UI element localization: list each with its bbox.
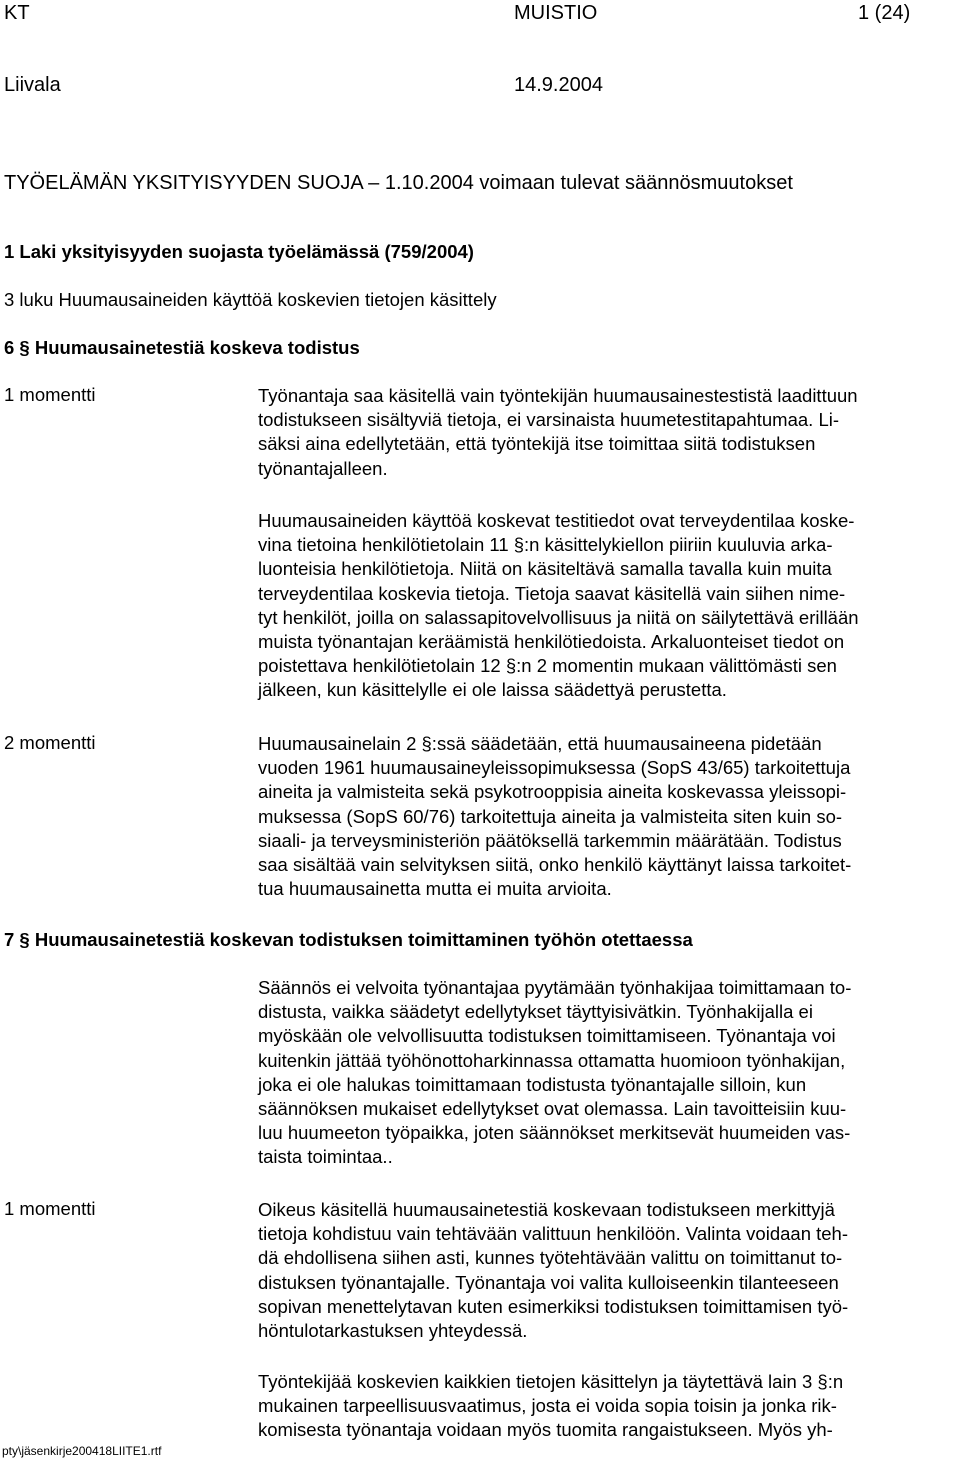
text-line: siaali- ja terveysministeriön päätöksellä tarkemmin määrätään. Todistus bbox=[258, 829, 842, 851]
text-line: Työntekijää koskevien kaikkien tietojen käsittelyn ja täytettävä lain 3 §:n bbox=[258, 1371, 844, 1392]
text-line: sopivan menettelytavan kuten esimerkiksi todistuksen toimittamisen työ- bbox=[258, 1295, 849, 1317]
section-6-heading: 6 § Huumausainetestiä koskeva todistus bbox=[4, 337, 360, 358]
footer-file-path: pty\jäsenkirje200418LIITE1.rtf bbox=[2, 1444, 162, 1458]
chapter-heading: 3 luku Huumausaineiden käyttöä koskevien tietojen käsittely bbox=[4, 289, 497, 310]
text-line: luonteisia henkilötietoja. Niitä on käsiteltävä samalla tavalla kuin muita bbox=[258, 558, 832, 580]
text-line: distusta, vaikka säädetyt edellytykset täyttyisivätkin. Työnhakijalla ei bbox=[258, 1001, 813, 1023]
text-line: mukainen tarpeellisuusvaatimus, josta ei voida sopia toisin ja jonka rik- bbox=[258, 1395, 837, 1417]
text-line: säksi aina edellytetään, että työntekijä itse toimittaa siitä todistuksen bbox=[258, 433, 816, 455]
section-6-moment-1-label: 1 momentti bbox=[4, 384, 96, 405]
text-line: tietoja kohdistuu vain tehtävään valittuun henkilöön. Valinta voidaan teh- bbox=[258, 1223, 849, 1245]
section-7-intro bbox=[258, 976, 960, 1170]
section-7-moment-1-text bbox=[258, 1198, 960, 1343]
law-heading: 1 Laki yksityisyyden suojasta työelämässä (759/2004) bbox=[4, 241, 474, 262]
text-line: muista työnantajan keräämistä henkilötiedoista. Arkaluonteiset tiedot on bbox=[258, 631, 845, 653]
section-6-moment-2-text bbox=[258, 732, 960, 901]
section-7-heading: 7 § Huumausainetestiä koskevan todistuksen toimittaminen työhön otettaessa bbox=[4, 929, 693, 950]
text-line: Huumausainelain 2 §:ssä säädetään, että huumausaineena pidetään bbox=[258, 733, 822, 754]
author-name: Liivala bbox=[4, 74, 61, 96]
text-line: tyt henkilöt, joilla on salassapitovelvollisuus ja niitä on säilytettävä erillään bbox=[258, 606, 859, 628]
text-line: dä ehdollisena siihen asti, kunnes työtehtävään valittu on toimittanut to- bbox=[258, 1247, 843, 1269]
section-6-moment-1-text bbox=[258, 384, 960, 481]
text-line: jälkeen, kun käsittelylle ei ole laissa säädettyä perustetta. bbox=[258, 679, 727, 701]
text-line: myöskään ole velvollisuutta todistuksen toimittamiseen. Työnantaja voi bbox=[258, 1025, 836, 1047]
page-number: 1 (24) bbox=[858, 2, 911, 24]
section-7-moment-1-label: 1 momentti bbox=[4, 1198, 96, 1219]
text-line: Huumausaineiden käyttöä koskevat testitiedot ovat terveydentilaa koske- bbox=[258, 510, 855, 531]
text-line: terveydentilaa koskevia tietoja. Tietoja saavat käsitellä vain siihen nime- bbox=[258, 582, 846, 604]
text-line: vina tietoina henkilötietolain 11 §:n käsittelykiellon piiriin kuuluvia arka- bbox=[258, 534, 833, 556]
section-7-moment-1-commentary bbox=[258, 1370, 960, 1443]
section-6-moment-2-label: 2 momentti bbox=[4, 732, 96, 753]
text-line: vuoden 1961 huumausaineyleissopimuksessa (SopS 43/65) tarkoitettuja bbox=[258, 757, 851, 779]
text-line: joka ei ole halukas toimittamaan todistusta työnantajalle silloin, kun bbox=[258, 1073, 807, 1095]
text-line: aineita ja valmisteita sekä psykotrooppisia aineita koskevassa yleissopi- bbox=[258, 781, 847, 803]
section-6-moment-1-commentary bbox=[258, 509, 960, 703]
text-line: muksessa (SopS 60/76) tarkoitettuja aineita ja valmisteita siten kuin so- bbox=[258, 805, 843, 827]
text-line: distuksen työnantajalle. Työnantaja voi valita kulloiseenkin tilanteeseen bbox=[258, 1271, 839, 1293]
document-date: 14.9.2004 bbox=[514, 74, 603, 96]
text-line: höntulotarkastuksen yhteydessä. bbox=[258, 1320, 528, 1342]
text-line: Oikeus käsitellä huumausainetestiä koskevaan todistukseen merkittyjä bbox=[258, 1199, 835, 1220]
text-line: saa sisältää vain selvityksen siitä, onko henkilö käyttänyt laissa tarkoitet- bbox=[258, 854, 852, 876]
document-title: TYÖELÄMÄN YKSITYISYYDEN SUOJA – 1.10.2004 voimaan tulevat säännösmuutokset bbox=[4, 172, 793, 194]
document-type: MUISTIO bbox=[514, 2, 598, 24]
text-line: todistukseen sisältyviä tietoja, ei varsinaista huumetestitapahtumaa. Li- bbox=[258, 409, 839, 431]
text-line: Työnantaja saa käsitellä vain työntekijän huumausainestestistä laadittuun bbox=[258, 385, 858, 406]
text-line: poistettava henkilötietolain 12 §:n 2 momentin mukaan välittömästi sen bbox=[258, 655, 837, 677]
text-line: säännöksen mukaiset edellytykset ovat olemassa. Lain tavoitteisiin kuu- bbox=[258, 1098, 847, 1120]
org-abbreviation: KT bbox=[4, 2, 30, 24]
text-line: tua huumausainetta mutta ei muita arvioita. bbox=[258, 878, 612, 900]
text-line: taista toimintaa.. bbox=[258, 1146, 393, 1168]
text-line: Säännös ei velvoita työnantajaa pyytämään työnhakijaa toimittamaan to- bbox=[258, 977, 852, 998]
text-line: työnantajalleen. bbox=[258, 457, 388, 479]
text-line: komisesta työnantaja voidaan myös tuomita rangaistukseen. Myös yh- bbox=[258, 1419, 833, 1441]
text-line: luu huumeeton työpaikka, joten säännökset merkitsevät huumeiden vas- bbox=[258, 1122, 851, 1144]
text-line: kuitenkin jättää työhönottoharkinnassa ottamatta huomioon työnhakijan, bbox=[258, 1049, 846, 1071]
